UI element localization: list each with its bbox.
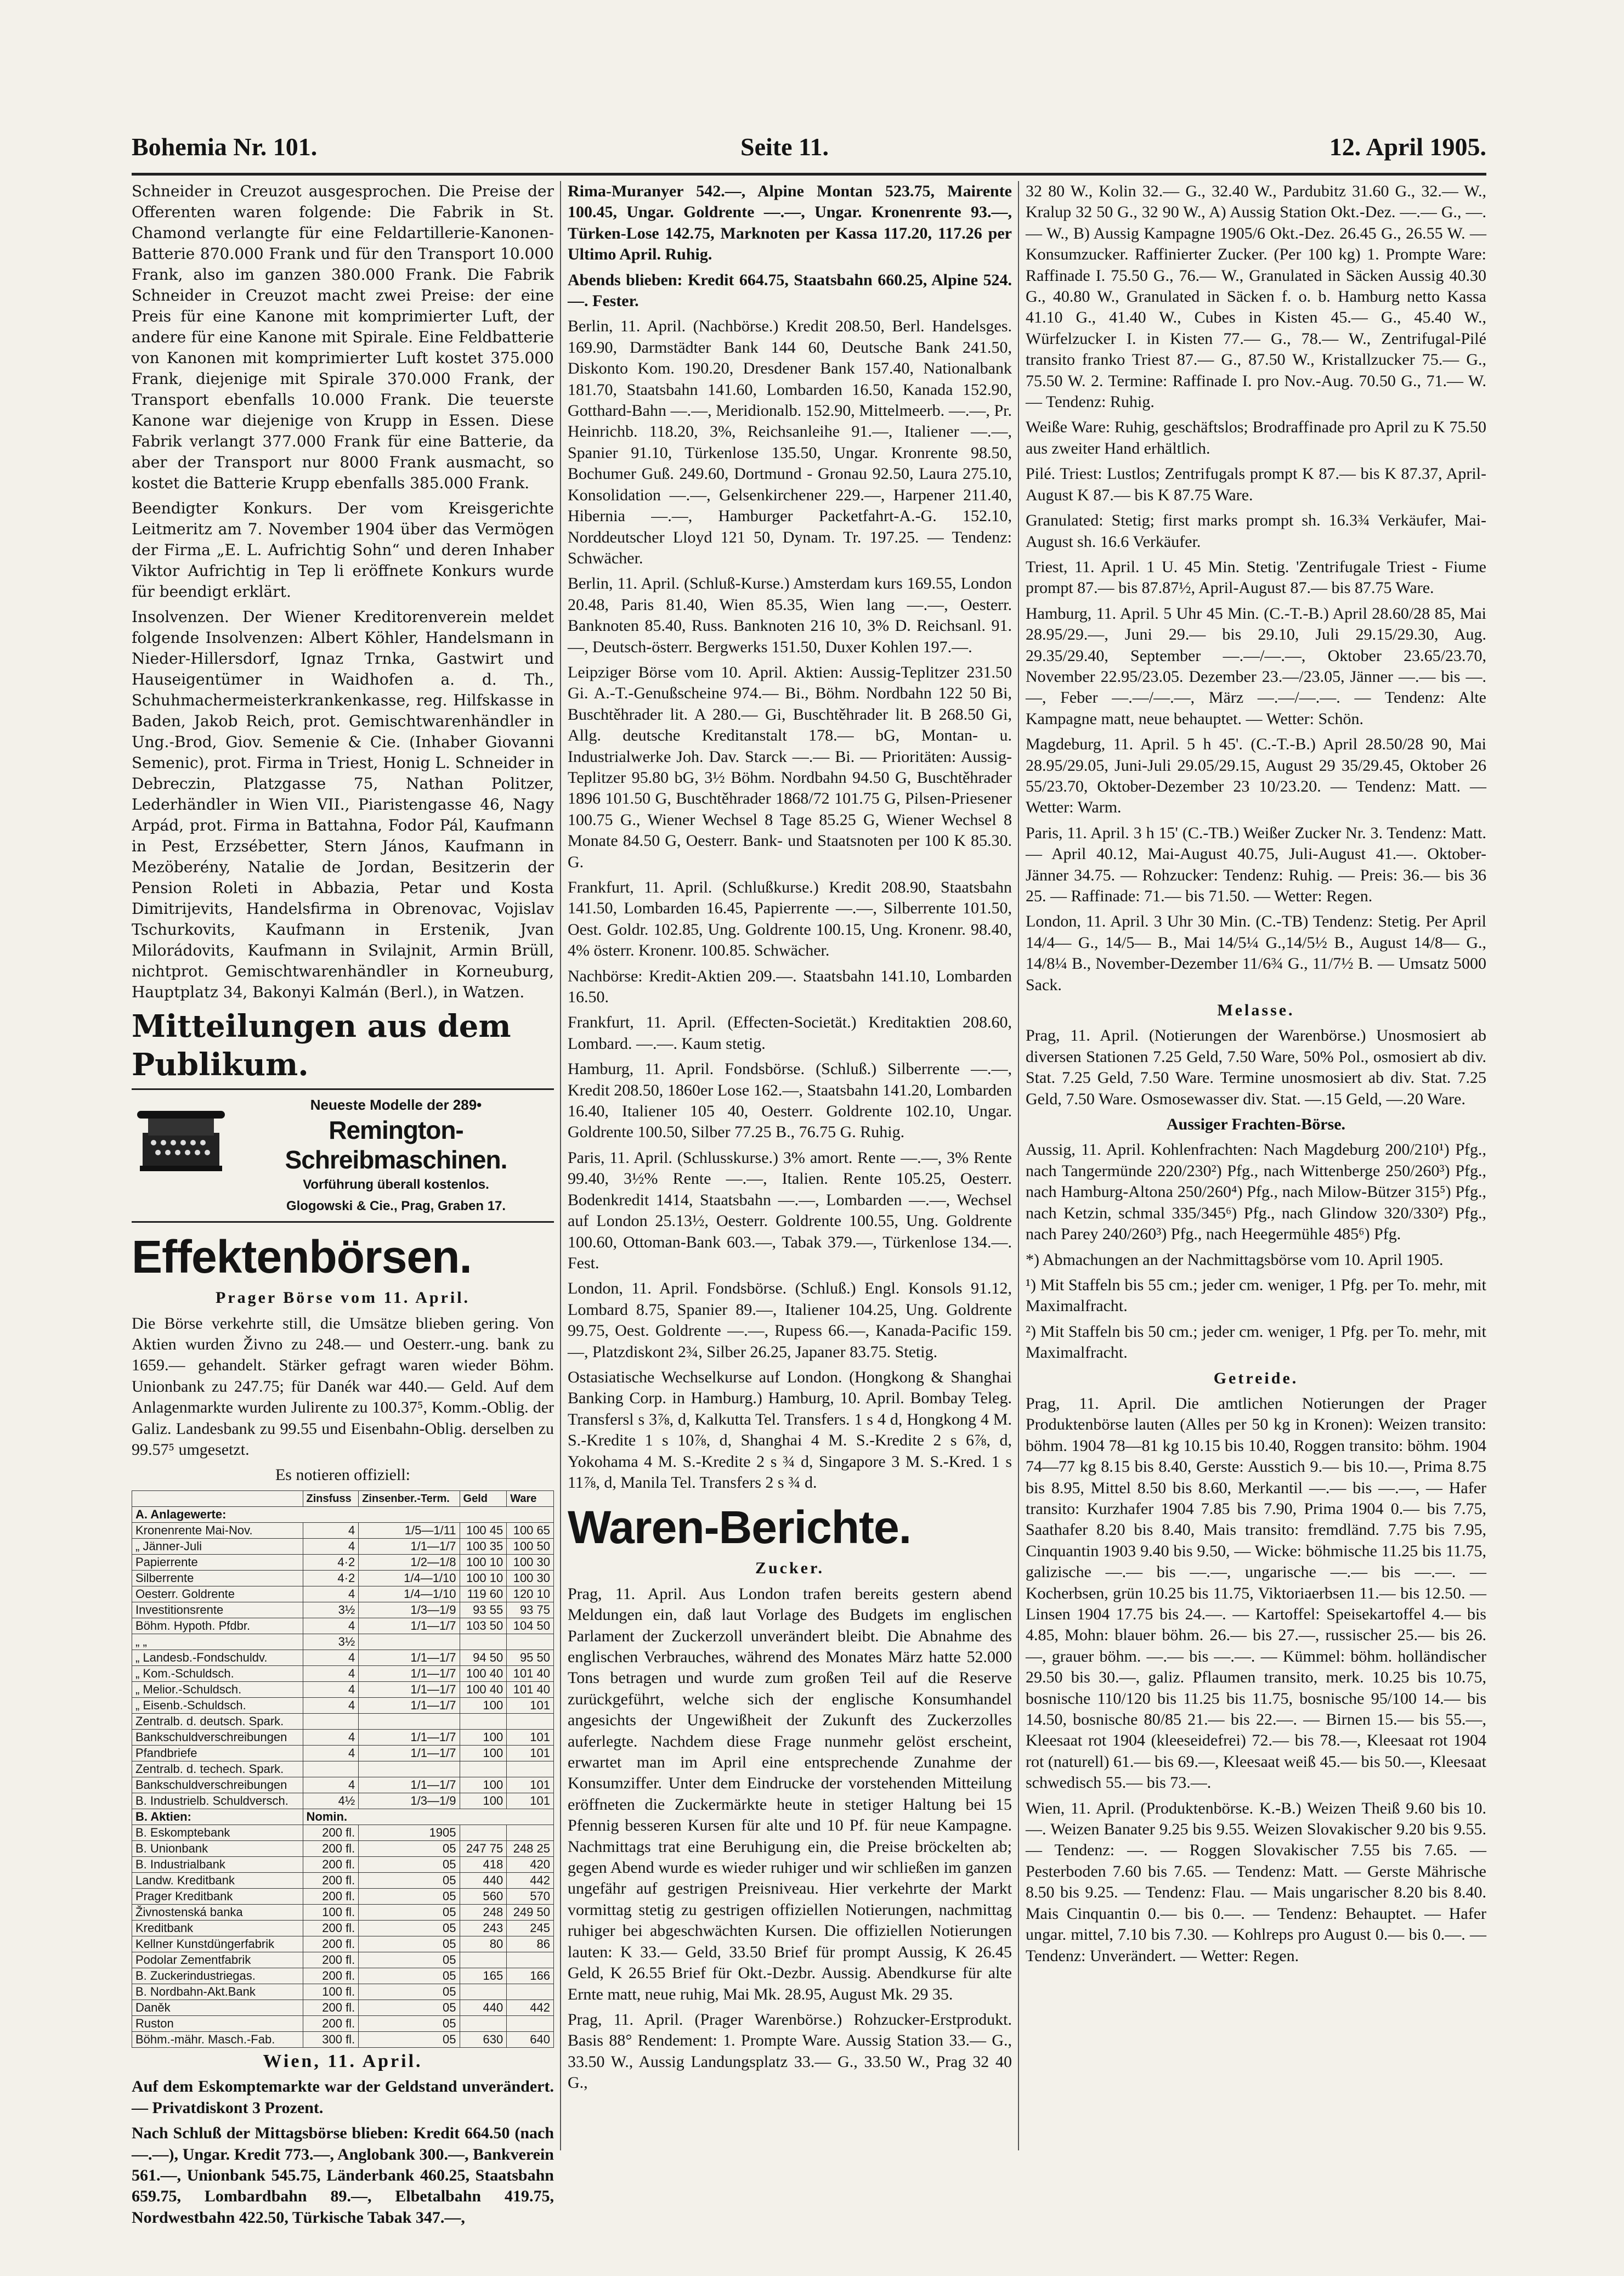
table-cell: 1/1—1/7 — [359, 1618, 460, 1634]
table-row — [132, 2000, 554, 2015]
security-name: „ „ — [132, 1634, 303, 1650]
article-konkurs: Beendigter Konkurs. Der vom Kreisgerichte Leitmeritz am 7. November 1904 über das Vermögen der Firma „E. L. Aufrichtig Sohn“ und deren Inhaber Viktor Aufrichtig in Tep li eröffnete Konkurs wurde für beendigt erklärt. — [132, 499, 554, 601]
table-cell: 100 50 — [507, 1538, 554, 1554]
wien-heading: Wien, 11. April. — [263, 2051, 423, 2071]
table-cell — [507, 1952, 554, 1968]
paris-schlusskurse: Paris, 11. April. (Schlusskurse.) 3% amort. Rente —.—, 3% Rente 99.40, 3½% Rente —.—, Italien. Rente 105.25, Oesterr. Bodenkredit 1414, Staatsbahn —.—, Lombarden —.—, Wechsel auf London 25.13½, Oesterr. Goldrente 100.55, Ung. Goldrente 100.60, Ottoman-Bank 603.—, Tabak 379.—, Türkenlose 134.—. Fest. — [568, 1148, 1012, 1272]
security-name: Oesterr. Goldrente — [132, 1586, 303, 1602]
security-name: Prager Kreditbank — [132, 1888, 303, 1904]
table-cell — [460, 1761, 507, 1777]
table-cell: 05 — [359, 1984, 460, 2000]
table-cell: 100 40 — [460, 1665, 507, 1681]
table-group-row — [132, 1506, 554, 1522]
security-name: B. Eskomptebank — [132, 1825, 303, 1840]
frachten-note-2: ¹) Mit Staffeln bis 55 cm.; jeder cm. weniger, 1 Pfg. per To. mehr, mit Maximalfracht. — [1026, 1275, 1486, 1315]
security-name: „ Landesb.-Fondschuldv. — [132, 1650, 303, 1665]
table-cell: 3½ — [303, 1602, 359, 1618]
table-cell — [507, 2015, 554, 2031]
triest-zucker: Triest, 11. April. 1 U. 45 Min. Stetig. 'Zentrifugale Triest - Fiume prompt 87.— bis 87.87½, April-August 87.— bis 87.75 Ware. — [1026, 557, 1486, 597]
security-name: „ Jänner-Juli — [132, 1538, 303, 1554]
table-row — [132, 1968, 554, 1984]
ad-text — [238, 1094, 554, 1217]
table-cell — [460, 1984, 507, 2000]
security-name: „ Melior.-Schuldsch. — [132, 1681, 303, 1697]
table-cell: 247 75 — [460, 1840, 507, 1856]
table-row — [132, 1634, 554, 1650]
table-cell: 101 — [507, 1697, 554, 1713]
security-name: Investitionsrente — [132, 1602, 303, 1618]
table-header: Ware — [507, 1490, 554, 1506]
frankfurt-effecten: Frankfurt, 11. April. (Effecten-Societät.) Kreditaktien 208.60, Lombard. —.—. Kaum stetig. — [568, 1013, 1012, 1053]
table-cell: 100 — [460, 1777, 507, 1793]
table-row — [132, 1729, 554, 1745]
table-cell — [359, 1713, 460, 1729]
table-row — [132, 1570, 554, 1586]
security-name: B. Unionbank — [132, 1840, 303, 1856]
table-cell — [303, 1761, 359, 1777]
table-row — [132, 1761, 554, 1777]
group-label: A. Anlagewerte: — [132, 1506, 554, 1522]
table-header: Zinsenber.-Term. — [359, 1490, 460, 1506]
table-cell: 4 — [303, 1586, 359, 1602]
table-cell — [507, 1634, 554, 1650]
masthead-left: Bohemia Nr. 101. — [132, 133, 318, 161]
table-cell: 100 — [460, 1745, 507, 1761]
table-cell: 4·2 — [303, 1570, 359, 1586]
ad-line-demo: Vorführung überall kostenlos. — [303, 1177, 489, 1193]
table-row — [132, 1920, 554, 1936]
london-zucker: London, 11. April. 3 Uhr 30 Min. (C.-TB) Tendenz: Stetig. Per April 14/4— G., 14/5— B., Mai 14/5¼ G.,14/5½ B., August 14/8— G., 14/8¼ B., November-Dezember 11/6¾ G., 11/7½ B. — Umsatz 5000 Sack. — [1026, 912, 1486, 994]
table-cell: 1/3—1/9 — [359, 1793, 460, 1809]
table-cell: 05 — [359, 2000, 460, 2015]
table-cell: 1/1—1/7 — [359, 1729, 460, 1745]
security-name: Ruston — [132, 2015, 303, 2031]
group-unit: Nomin. — [303, 1809, 553, 1825]
table-cell: 442 — [507, 2000, 554, 2015]
table-row — [132, 1650, 554, 1665]
table-cell: 1905 — [359, 1825, 460, 1840]
melasse-prag: Prag, 11. April. (Notierungen der Warenbörse.) Unosmosiert ab diversen Stationen 7.25 Geld, 7.50 Ware, 50% Pol., osmosiert ab div. Stat. 7.25 Geld, 7.50 Ware. Termine unosmosiert ab div. Stat. 7.25 Geld, 7.50 Ware. Osmosewasser div. Stat. —.15 Geld, —.20 Ware. — [1026, 1026, 1486, 1108]
ad-line-address: Glogowski & Cie., Prag, Graben 17. — [286, 1198, 506, 1213]
table-cell: 4 — [303, 1650, 359, 1665]
table-row — [132, 1681, 554, 1697]
table-row — [132, 1697, 554, 1713]
table-cell: 101 40 — [507, 1665, 554, 1681]
table-cell — [460, 2015, 507, 2031]
table-cell: 248 — [460, 1904, 507, 1920]
security-name: Landw. Kreditbank — [132, 1872, 303, 1888]
table-cell: 418 — [460, 1856, 507, 1872]
table-row — [132, 1618, 554, 1634]
table-cell — [507, 1984, 554, 2000]
table-cell: 100 30 — [507, 1570, 554, 1586]
table-header: Zinsfuss — [303, 1490, 359, 1506]
table-cell: 100 35 — [460, 1538, 507, 1554]
table-cell: 4·2 — [303, 1554, 359, 1570]
group-label: B. Aktien: — [132, 1809, 303, 1825]
frankfurt-schlusskurse: Frankfurt, 11. April. (Schlußkurse.) Kredit 208.90, Staatsbahn 141.50, Lombarden 16.45, Papierrente —.—, Silberrente 101.50, Oest. Goldr. 102.85, Ung. Goldrente 100.15, Ung. Kronenr. 98.40, 4% österr. Kronenr. 100.85. Schwächer. — [568, 878, 1012, 960]
security-name: Papierrente — [132, 1554, 303, 1570]
table-cell: 4 — [303, 1729, 359, 1745]
table-header — [132, 1490, 303, 1506]
frachten-note-1: *) Abmachungen an der Nachmittagsbörse vom 10. April 1905. — [1026, 1250, 1444, 1269]
column-3 — [1026, 181, 1486, 2150]
wien-eskompte-text: Auf dem Eskomptemarkte war der Geldstand unverändert. — Privatdiskont 3 Prozent. — [132, 2077, 554, 2117]
table-row — [132, 1936, 554, 1952]
table-row — [132, 1554, 554, 1570]
wien-kurse-cont: Rima-Muranyer 542.—, Alpine Montan 523.75, Mairente 100.45, Ungar. Goldrente —.—, Ungar. Kronenrente 93.—, Türken-Lose 142.75, Marknoten per Kassa 117.20, 117.26 per Ultimo April. Ruhig. — [568, 182, 1012, 264]
table-cell: 4 — [303, 1522, 359, 1538]
table-row — [132, 1872, 554, 1888]
security-name: Bankschuldverschreibungen — [132, 1777, 303, 1793]
table-cell — [507, 1761, 554, 1777]
table-row — [132, 2015, 554, 2031]
table-cell: 200 fl. — [303, 1872, 359, 1888]
hamburg-zucker: Hamburg, 11. April. 5 Uhr 45 Min. (C.-T.-B.) April 28.60/28 85, Mai 28.95/29.—, Juni 29.— bis 29.10, Juli 29.15/29.30, Aug. 29.35/29.40, September —.—/—.—, Oktober 23.65/23.70, November 22.95/23.05. Dezember 23.—/23.05, Jänner —.— bis —.—, Feber —.—/—.—, März —.—/—.—. — Tendenz: Alte Kampagne matt, neue behauptet. — Wetter: Schön. — [1026, 604, 1486, 728]
table-group-row — [132, 1809, 554, 1825]
table-cell: 05 — [359, 1968, 460, 1984]
berlin-schlusskurse: Berlin, 11. April. (Schluß-Kurse.) Amsterdam kurs 169.55, London 20.48, Paris 81.40, Wien 85.35, Wien lang —.—, Oesterr. Banknoten 85.40, Russ. Banknoten 216 10, 3% D. Reichsanl. 91.—, Deutsch-österr. Bergwerks 151.50, Duxer Kohlen 197.—. — [568, 574, 1012, 656]
table-cell: 05 — [359, 1904, 460, 1920]
table-cell — [460, 1634, 507, 1650]
table-cell: 442 — [507, 1872, 554, 1888]
table-cell: 100 fl. — [303, 1904, 359, 1920]
prager-boerse-heading: Prager Börse vom 11. April. — [215, 1289, 471, 1307]
table-cell: 440 — [460, 2000, 507, 2015]
column-rule-2 — [1018, 181, 1019, 2150]
security-name: Böhm. Hypoth. Pfdbr. — [132, 1618, 303, 1634]
table-cell: 100 10 — [460, 1554, 507, 1570]
table-cell: 1/1—1/7 — [359, 1745, 460, 1761]
article-cannon-prices: Schneider in Creuzot ausgesprochen. Die Preise der Offerenten waren folgende: Die Fabrik in St. Chamond verlangte für eine Feldartillerie-Kanonen-Batterie 870.000 Frank und für den Transport 10.000 Frank, also im ganzen 380.000 Frank. Die Fabrik Schneider in Creuzot macht zwei Preise: der eine Preis für eine Kanone mit komprimierter Luft, der andere für eine Kanone mit Spirale. Eine Feldbatterie von Kanonen mit komprimierter Luft kostet 375.000 Frank, diejenige mit Spirale 370.000 Frank, der Transport ebenfalls 10.000 Frank. Die teuerste Kanone war diejenige von Krupp in Essen. Diese Fabrik verlangt 377.000 Frank für eine Batterie, da aber der Transport nur 8000 Frank ausmacht, so kostet die Batterie Krupp ebenfalls 385.000 Frank. — [132, 182, 554, 492]
table-cell: 200 fl. — [303, 1856, 359, 1872]
table-cell: 101 — [507, 1745, 554, 1761]
table-cell: 05 — [359, 1888, 460, 1904]
table-cell: 200 fl. — [303, 1825, 359, 1840]
security-name: B. Zuckerindustriegas. — [132, 1968, 303, 1984]
granulated: Granulated: Stetig; first marks prompt sh. 16.3¾ Verkäufer, Mai-August sh. 16.6 Verkäufer. — [1026, 511, 1486, 551]
table-cell: 200 fl. — [303, 2000, 359, 2015]
table-cell: 05 — [359, 1856, 460, 1872]
table-row — [132, 1538, 554, 1554]
table-cell: 200 fl. — [303, 1888, 359, 1904]
remington-advertisement — [132, 1088, 554, 1223]
table-cell: 05 — [359, 1920, 460, 1936]
table-cell: 1/4—1/10 — [359, 1570, 460, 1586]
table-cell: 05 — [359, 1872, 460, 1888]
table-row — [132, 1602, 554, 1618]
security-name: Daněk — [132, 2000, 303, 2015]
table-cell: 4 — [303, 1697, 359, 1713]
table-cell: 1/3—1/9 — [359, 1602, 460, 1618]
table-cell: 1/2—1/8 — [359, 1554, 460, 1570]
table-cell: 100 40 — [460, 1681, 507, 1697]
page-number: Seite 11. — [740, 133, 829, 161]
table-row — [132, 1825, 554, 1840]
table-cell — [359, 1634, 460, 1650]
table-cell: 93 55 — [460, 1602, 507, 1618]
table-row — [132, 1777, 554, 1793]
pile-triest: Pilé. Triest: Lustlos; Zentrifugals prompt K 87.— bis K 87.37, April-August K 87.— bis K 87.75 Ware. — [1026, 465, 1486, 504]
table-cell: 200 fl. — [303, 1920, 359, 1936]
typewriter-icon — [132, 1094, 230, 1177]
prager-boerse-text: Die Börse verkehrte still, die Umsätze blieben gering. Von Aktien wurden Živno zu 248.— und Oesterr.-ung. bank zu 1659.— gehandelt. Stärker gefragt waren wieder Böhm. Unionbank zu 247.75; für Danék war 440.— Geld. Auf dem Anlagenmarkte wurden Julirente zu 100.37⁵, Komm.-Oblig. der Galiz. Landesbank zu 99.55 und Eisenbahn-Oblig. derselben zu 99.57⁵ umgesetzt. — [132, 1314, 554, 1459]
ostasiatische-wechselkurse: Ostasiatische Wechselkurse auf London. (Hongkong & Shanghai Banking Corp. in Hamburg.) Hamburg, 10. April. Bombay Teleg. Transfersl s 3⅞, d, Kalkutta Tel. Transfers. 1 s 4 d, Hongkong 4 M. S.-Kredite 1 s 10⅞, d, Shanghai 4 M. S.-Kredite 2 s 6⅞, d, Yokohama 4 M. S.-Kredite 2 s ¾ d, Singapore 3 M. S.-Kred. 1 s 11⅞, d, Manila Tel. Transfers 2 s ¾ d. — [568, 1368, 1012, 1492]
table-cell: 100 10 — [460, 1570, 507, 1586]
security-name: Kellner Kunstdüngerfabrik — [132, 1936, 303, 1952]
table-cell: 4½ — [303, 1793, 359, 1809]
wien-mittagsboerse-text: Nach Schluß der Mittagsbörse blieben: Kredit 664.50 (nach —.—), Ungar. Kredit 773.—, Anglobank 300.—, Bankverein 561.—, Unionbank 545.75, Länderbank 460.25, Staatsbahn 659.75, Lombardbahn 89.—, Elbetalbahn 419.75, Nordwestbahn 422.50, Türkische Tabak 347.—, — [132, 2124, 554, 2227]
getreide-prag: Prag, 11. April. Die amtlichen Notierungen der Prager Produktenbörse lauten (Alles per 50 kg in Kronen): Weizen transito: böhm. 1904 78—81 kg 10.15 bis 10.40, Roggen transito: böhm. 1904 74—77 kg 8.15 bis 8.40, Gerste: Ausstich 9.— bis 10.—, Prima 8.75 bis 8.95, Mittel 8.50 bis 8.60, Merkantil —.— bis —.—, — Hafer transito: Kurzhafer 1904 7.85 bis 7.90, Prima 1904 0.— bis 7.75, Saathafer 8.20 bis 8.40, Mais transito: fremdländ. 7.75 bis 7.95, Cinquantin 1903 9.40 bis 9.50, — Wicke: böhmische 11.25 bis 11.75, galizische —.— bis —.—, ungarische —.— bis —.—. — Kocherbsen, grün 10.25 bis 11.75, Viktoriaerbsen 11.— bis 12.50. — Linsen 1904 17.75 bis 24.—. — Kartoffel: Speisekartoffel 4.— bis 4.85, Mohn: blauer böhm. 26.— bis 27.—, russischer 25.— bis 26.—, grauer böhm. —.— bis —.—. — Kümmel: böhm. holländischer 29.50 bis 30.—, galiz. Pflaumen transito, merk. 10.25 bis 10.75, bosnische 110/120 bis 11.25 bis 11.75, bosnische 95/100 14.— bis 14.50, bosnische 80/85 21.— bis 22.—. — Birnen 15.— bis 55.—, Kleesaat rot 1904 (kleeseidefrei) 72.— bis 78.—, Kleesaat rot 1904 rot (naturell) 61.— bis 69.—, Kleesaat weiß 45.— bis 50.—, Kleesaat schwedisch 55.— bis 73.—. — [1026, 1394, 1486, 1792]
hamburg-fondsboerse: Hamburg, 11. April. Fondsbörse. (Schluß.) Silberrente —.—, Kredit 208.50, 1860er Lose 162.—, Staatsbahn 141.20, Lombarden 16.40, Italiener 105 40, Oesterr. Goldrente 102.10, Ungar. Goldrente 100.50, Silber 77.25 B., 76.75 G. Ruhig. — [568, 1060, 1012, 1142]
table-cell: 119 60 — [460, 1586, 507, 1602]
table-cell: 300 fl. — [303, 2031, 359, 2047]
security-name: Silberrente — [132, 1570, 303, 1586]
table-cell — [507, 1713, 554, 1729]
table-cell: 4 — [303, 1777, 359, 1793]
melasse-heading: Melasse. — [1217, 1001, 1295, 1020]
table-cell: 100 30 — [507, 1554, 554, 1570]
table-cell — [507, 1825, 554, 1840]
section-title-waren-berichte: Waren-Berichte. — [568, 1501, 912, 1554]
table-cell: 104 50 — [507, 1618, 554, 1634]
table-cell: 200 fl. — [303, 1936, 359, 1952]
table-cell — [460, 1713, 507, 1729]
table-body-anlagewerte — [132, 1506, 554, 1809]
offiziell-heading: Es notieren offiziell: — [275, 1466, 411, 1484]
section-title-publikum: Mitteilungen aus dem Publikum. — [132, 1008, 511, 1083]
table-cell: 4 — [303, 1665, 359, 1681]
zucker-prices-cont: 32 80 W., Kolin 32.— G., 32.40 W., Pardubitz 31.60 G., 32.— W., Kralup 32 50 G., 32 90 W., A) Aussig Station Okt.-Dez. —.— G., —.— W., B) Aussig Kampagne 1905/6 Okt.-Dez. 26.45 G., 26.55 W. — Konsumzucker. Raffinierter Zucker. (Per 100 kg) 1. Prompte Ware: Raffinade I. 75.50 G., 76.— W., Granulated in Säcken Aussig 40.30 G., 40.80 W., Granulated in Säcken f. o. b. Hamburg netto Kassa 41.10 G., 41.40 W., Cubes in Kisten 45.— G., 45.40 W., Würfelzucker I. in Kisten 77.— G., 78.— W., Zentrifugal-Pilé transito franko Triest 87.— G., 87.50 W., Kristallzucker 75.— G., 75.50 W. 2. Termine: Raffinade I. pro Nov.-Aug. 70.50 G., 71.— W. — Tendenz: Ruhig. — [1026, 182, 1486, 411]
wien-abends: Abends blieben: Kredit 664.75, Staatsbahn 660.25, Alpine 524.—. Fester. — [568, 270, 1012, 310]
table-cell: 243 — [460, 1920, 507, 1936]
table-cell: 100 fl. — [303, 1984, 359, 2000]
security-name: Pfandbriefe — [132, 1745, 303, 1761]
table-cell: 640 — [507, 2031, 554, 2047]
table-cell: 200 fl. — [303, 1840, 359, 1856]
table-cell: 3½ — [303, 1634, 359, 1650]
table-body-aktien — [132, 1809, 554, 2047]
table-cell: 1/5—1/11 — [359, 1522, 460, 1538]
table-cell: 630 — [460, 2031, 507, 2047]
security-name: „ Eisenb.-Schuldsch. — [132, 1697, 303, 1713]
london-fondsboerse: London, 11. April. Fondsbörse. (Schluß.) Engl. Konsols 91.12, Lombard 8.75, Spanier 89.—, Italiener 104.25, Ung. Goldrente 99.75, Oest. Goldrente —.—, Rupess 66.—, Kanada-Pacific 159.—, Platzdiskont 2¾, Silber 26.25, Japaner 83.75. Stetig. — [568, 1279, 1012, 1361]
getreide-wien: Wien, 11. April. (Produktenbörse. K.-B.) Weizen Theiß 9.60 bis 10.—. Weizen Banater 9.25 bis 9.55. Weizen Slovakischer 9.20 bis 9.55. — Tendenz: —. — Roggen Slovakischer 7.55 bis 7.65. — Pesterboden 7.60 bis 7.65. — Tendenz: Matt. — Gerste Mährische 8.50 bis 9.25. — Tendenz: Flau. — Mais ungarischer 8.20 bis 8.40. Mais Cinquantin 0.— bis 0.—. — Tendenz: Behauptet. — Hafer ungar. mittel, 7.10 bis 7.30. — Kohlreps pro August 0.— bis 0.—. — Tendenz: Unverändert. — Wetter: Regen. — [1026, 1799, 1486, 1965]
table-cell: 100 — [460, 1697, 507, 1713]
security-name: Kreditbank — [132, 1920, 303, 1936]
table-cell: 93 75 — [507, 1602, 554, 1618]
berlin-nachboerse: Berlin, 11. April. (Nachbörse.) Kredit 208.50, Berl. Handelsges. 169.90, Darmstädter Bank 144 60, Deutsche Bank 241.50, Diskonto Kom. 190.20, Dresdener Bank 157.40, Nationalbank 181.70, Staatsbahn 141.60, Lombarden 16.50, Kanada 152.90, Gotthard-Bahn —.—, Meridionalb. 152.90, Mittelmeerb. —.—, Pr. Heinrichb. 118.20, 3%, Reichsanleihe 91.—, Italiener —.—, Spanier 91.10, Türkenlose 135.50, Ungar. Kronrente 98.50, Bochumer Guß. 249.60, Dortmund - Gronau 92.50, Laura 275.10, Konsolidation —.—, Gelsenkirchener 229.—, Harpener 211.40, Hibernia —.—, Hamburger Packetfahrt-A.-G. 152.10, Norddeutscher Lloyd 121 50, Dynam. Tr. 197.25. — Tendenz: Schwächer. — [568, 317, 1012, 567]
table-header: Geld — [460, 1490, 507, 1506]
table-cell: 101 — [507, 1777, 554, 1793]
table-cell — [359, 1761, 460, 1777]
table-cell: 1/1—1/7 — [359, 1650, 460, 1665]
table-row — [132, 1840, 554, 1856]
ad-line-brand: Remington-Schreibmaschinen. — [285, 1116, 507, 1174]
table-cell: 101 40 — [507, 1681, 554, 1697]
issue-date: 12. April 1905. — [1329, 133, 1486, 161]
table-row — [132, 1952, 554, 1968]
table-cell — [303, 1713, 359, 1729]
table-cell: 100 45 — [460, 1522, 507, 1538]
ad-line-models: Neueste Modelle der 289• — [310, 1097, 482, 1113]
security-name: B. Industrialbank — [132, 1856, 303, 1872]
zucker-prag-report: Prag, 11. April. Aus London trafen bereits gestern abend Meldungen ein, daß laut Vorlage des Budgets im englischen Parlament der Zuckerzoll unverändert bleibt. Die Abnahme des englischen Verbrauches, während des Monates März hatte 52.000 Tons betragen und wurde zum großen Teil auf die Reserve zurückgeführt, welche sich der englische Konsumhandel angesichts der Ungewißheit der Zukunft des Zuckerzolles auferlegte. Nachdem diese Frage nunmehr gelöst erscheint, erwartet man im April eine entsprechende Zunahme der Konsumziffer. Unter dem Eindrucke der vorstehenden Mitteilung eröffneten die Zuckermärkte heute in stetiger Haltung bei 15 Pfennig besseren Kursen für alte und 10 Pf. für neue Kampagne. Nachmittags trat eine Beruhigung ein, die Preise bröckelten ab; gegen Abend wurde es wieder ruhiger und wir schließen im ganzen ungefähr auf gestrigen Preisniveau. Hier verkehrte der Markt vormittag stetig zu gestrigen offiziellen Notierungen, nachmittag ruhiger bei abgeschwächten Kursen. Die offiziellen Notierungen lauten: K 33.— Geld, 33.50 Brief für prompt Aussig, K 26.45 Geld, K 26.55 Brief für Okt.-Dezbr. Aussig. Abendkurse für alte Ernte matt, neue ruhig, Mai Mk. 28.95, August Mk. 29 35. — [568, 1584, 1012, 2003]
column-2 — [568, 181, 1012, 2150]
weisse-ware: Weiße Ware: Ruhig, geschäftslos; Brodraffinade pro April zu K 75.50 aus zweiter Hand erhältlich. — [1026, 418, 1486, 458]
kohlenfrachten: Aussig, 11. April. Kohlenfrachten: Nach Magdeburg 200/210¹) Pfg., nach Tangermünde 220/230²) Pfg., nach Wittenberge 250/260³) Pfg., nach Hamburg-Altona 250/260⁴) Pfg., nach Milow-Bützer 315⁵) Pfg., nach Ketzin, schmal 335/345⁶) Pfg., nach Glindow 320/330²) Pfg., nach Parey 240/260³) Pfg., nach Heegermühle 485⁶) Pfg. — [1026, 1140, 1486, 1244]
table-row — [132, 1522, 554, 1538]
table-cell: 05 — [359, 1936, 460, 1952]
page-header — [132, 123, 1486, 176]
table-cell: 4 — [303, 1618, 359, 1634]
table-cell: 100 — [460, 1729, 507, 1745]
table-cell: 249 50 — [507, 1904, 554, 1920]
column-rule-1 — [560, 181, 561, 2150]
table-cell: 560 — [460, 1888, 507, 1904]
table-cell: 200 fl. — [303, 1952, 359, 1968]
table-cell: 4 — [303, 1538, 359, 1554]
table-cell: 200 fl. — [303, 1968, 359, 1984]
frachten-note-3: ²) Mit Staffeln bis 50 cm.; jeder cm. weniger, 1 Pfg. per To. mehr, mit Maximalfracht. — [1026, 1322, 1486, 1362]
table-cell: 05 — [359, 1952, 460, 1968]
table-cell — [460, 1952, 507, 1968]
table-row — [132, 1984, 554, 2000]
table-row — [132, 1665, 554, 1681]
table-cell: 248 25 — [507, 1840, 554, 1856]
table-cell: 05 — [359, 2031, 460, 2047]
table-row — [132, 2031, 554, 2047]
section-title-effektenboersen: Effektenbörsen. — [132, 1231, 472, 1283]
table-cell: 570 — [507, 1888, 554, 1904]
table-cell: 165 — [460, 1968, 507, 1984]
security-name: B. Nordbahn-Akt.Bank — [132, 1984, 303, 2000]
table-cell — [460, 1825, 507, 1840]
table-cell: 4 — [303, 1745, 359, 1761]
table-cell: 1/1—1/7 — [359, 1697, 460, 1713]
security-name: „ Kom.-Schuldsch. — [132, 1665, 303, 1681]
table-cell: 86 — [507, 1936, 554, 1952]
table-cell: 420 — [507, 1856, 554, 1872]
table-cell: 4 — [303, 1681, 359, 1697]
table-header-row — [132, 1490, 554, 1506]
table-cell: 101 — [507, 1793, 554, 1809]
security-name: Zentralb. d. techech. Spark. — [132, 1761, 303, 1777]
table-row — [132, 1904, 554, 1920]
table-cell: 245 — [507, 1920, 554, 1936]
table-row — [132, 1888, 554, 1904]
zucker-prag-warenboerse: Prag, 11. April. (Prager Warenbörse.) Rohzucker-Erstprodukt. Basis 88° Rendement: 1. Prompte Ware. Aussig Station 33.— G., 33.50 W., Aussig Landungsplatz 33.— G., 33.50 W., Prag 32 40 G., — [568, 2010, 1012, 2092]
table-cell: 05 — [359, 1840, 460, 1856]
frachten-heading: Aussiger Frachten-Börse. — [1166, 1115, 1346, 1134]
table-cell: 1/1—1/7 — [359, 1538, 460, 1554]
security-name: Böhm.-mähr. Masch.-Fab. — [132, 2031, 303, 2047]
table-row — [132, 1586, 554, 1602]
table-cell: 1/4—1/10 — [359, 1586, 460, 1602]
security-name: B. Industrielb. Schuldversch. — [132, 1793, 303, 1809]
quotes-table — [132, 1490, 554, 2048]
zucker-heading: Zucker. — [755, 1559, 825, 1578]
security-name: Bankschuldverschreibungen — [132, 1729, 303, 1745]
security-name: Zentralb. d. deutsch. Spark. — [132, 1713, 303, 1729]
magdeburg-zucker: Magdeburg, 11. April. 5 h 45'. (C.-T.-B.) April 28.50/28 90, Mai 28.95/29.05, Juni-Juli 29.05/29.15, August 29 35/29.45, Oktober 26 55/23.70, Oktober-Dezember 23 10/23.20. — Tendenz: Matt. — Wetter: Warm. — [1026, 735, 1486, 817]
table-row — [132, 1856, 554, 1872]
table-cell: 166 — [507, 1968, 554, 1984]
article-insolvenzen: Insolvenzen. Der Wiener Kreditorenverein meldet folgende Insolvenzen: Albert Köhler, Handelsmann in Nieder-Hillersdorf, Ignaz Trnka, Gastwirt und Hauseigentümer in Waidhofen a. d. Th., Schuhmachermeisterkrankenkasse, reg. Hilfskasse in Baden, Jakob Reich, prot. Gemischtwarenhändler in Ung.-Brod, Giov. Semenie & Cie. (Inhaber Giovanni Semenic), prot. Firma in Triest, Honig L. Schneider in Debreczin, Platzgasse 75, Nathan Politzer, Lederhändler in Wien VII., Piaristengasse 46, Nagy Arpád, prot. Firma in Battahna, Fodor Pál, Kaufmann in Pest, Erzsébetter, Stern János, Kaufmann in Mezöberény, Natalie de Jordan, Besitzerin der Pension Roleti in Abbazia, Petar und Kosta Dimitrijevits, Handelsfirma in Obrenovac, Vojislav Tschurkovits, Kaufmann in Erstenik, Jvan Milorádovits, Kaufmann in Svilajnit, Armin Brüll, nichtprot. Gemischtwarenhändler in Korneuburg, Hauptplatz 34, Bakonyi Kalmán (Berl.), in Watzen. — [132, 608, 554, 1001]
table-cell: 100 65 — [507, 1522, 554, 1538]
table-row — [132, 1745, 554, 1761]
table-cell: 1/1—1/7 — [359, 1665, 460, 1681]
paris-zucker: Paris, 11. April. 3 h 15' (C.-TB.) Weißer Zucker Nr. 3. Tendenz: Matt. — April 40.12, Mai-August 40.75, Juli-August 41.—. Oktober-Jänner 34.75. — Rohzucker: Tendenz: Ruhig. — Preis: 36.— bis 36 25. — Raffinade: 71.— bis 71.50. — Wetter: Regen. — [1026, 823, 1486, 905]
table-cell: 1/1—1/7 — [359, 1681, 460, 1697]
getreide-heading: Getreide. — [1213, 1369, 1299, 1387]
table-cell: 100 — [460, 1793, 507, 1809]
column-1 — [132, 181, 554, 2227]
security-name: Podolar Zementfabrik — [132, 1952, 303, 1968]
table-cell: 05 — [359, 2015, 460, 2031]
table-cell: 200 fl. — [303, 2015, 359, 2031]
table-cell: 94 50 — [460, 1650, 507, 1665]
security-name: Kronenrente Mai-Nov. — [132, 1522, 303, 1538]
table-cell: 103 50 — [460, 1618, 507, 1634]
table-cell: 120 10 — [507, 1586, 554, 1602]
frankfurt-nachboerse: Nachbörse: Kredit-Aktien 209.—. Staatsbahn 141.10, Lombarden 16.50. — [568, 967, 1012, 1007]
table-cell: 80 — [460, 1936, 507, 1952]
table-cell: 440 — [460, 1872, 507, 1888]
table-cell: 95 50 — [507, 1650, 554, 1665]
table-cell: 101 — [507, 1729, 554, 1745]
table-row — [132, 1793, 554, 1809]
table-cell: 1/1—1/7 — [359, 1777, 460, 1793]
table-row — [132, 1713, 554, 1729]
leipziger-boerse: Leipziger Börse vom 10. April. Aktien: Aussig-Teplitzer 231.50 Gi. A.-T.-Genußscheine 974.— Bi., Böhm. Nordbahn 122 50 Bi, Buschtěhrader lit. A 280.— Gi, Buschtěhrader lit. B 268.50 Gi, Allg. deutsche Kreditanstalt 178.— bG, Montan- u. Industrialwerke Joh. Dav. Starck —.— Bi. — Prioritäten: Aussig-Teplitzer 95.80 bG, 3½ Böhm. Nordbahn 94.50 G, Buschtěhrader 1896 101.50 G, Buschtěhrader 1868/72 101.75 G, Pilsen-Priesener 100.75 G., Wiener Wechsel 8 Tage 85.25 G, Wiener Wechsel 8 Monate 84.50 G, Oesterr. Bank- und Staatsnoten per 100 K 85.30. G. — [568, 663, 1012, 871]
security-name: Živnostenská banka — [132, 1904, 303, 1920]
